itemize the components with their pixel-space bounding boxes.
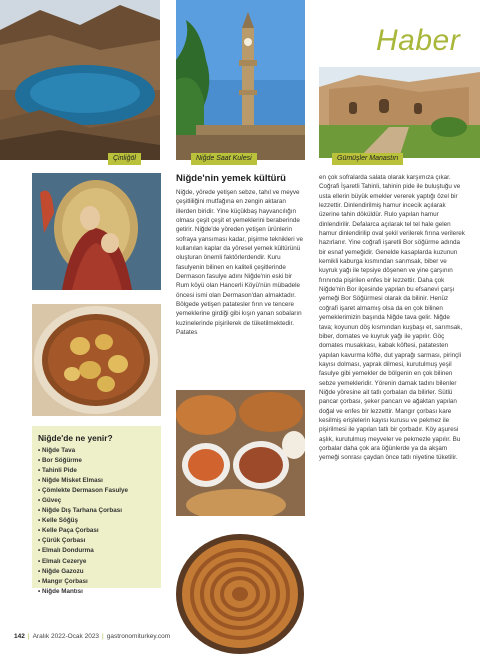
fresco-photo xyxy=(32,173,161,290)
list-item: • Niğde Misket Elması xyxy=(38,476,128,486)
list-item: • Elmalı Cezerye xyxy=(38,557,128,567)
article-column-2 xyxy=(319,173,465,463)
section-heading: Haber xyxy=(376,24,461,57)
spiral-pastry-photo xyxy=(176,516,305,655)
list-item: • Niğde Mantısı xyxy=(38,587,128,597)
list-item: • Güveç xyxy=(38,496,128,506)
article-column-1 xyxy=(176,188,304,338)
list-item: • Çürük Çorbası xyxy=(38,536,128,546)
list-item: • Niğde Dış Tarhana Çorbası xyxy=(38,506,128,516)
monastery-photo xyxy=(319,67,480,158)
list-item: • Bor Söğürme xyxy=(38,456,128,466)
list-item: • Tahinli Pide xyxy=(38,466,128,476)
page-number: 142 xyxy=(14,633,25,640)
food-spread-photo xyxy=(176,390,305,516)
footer-separator: | xyxy=(102,633,104,640)
caption-gumusler: Gümüşler Manastırı xyxy=(332,153,403,165)
caption-saat-kulesi: Niğde Saat Kulesi xyxy=(191,153,257,165)
potato-dish-photo xyxy=(32,304,161,416)
clock-tower-photo xyxy=(176,0,305,160)
list-item: • Elmalı Dondurma xyxy=(38,546,128,556)
website-link[interactable]: gastronomiturkey.com xyxy=(106,633,171,640)
food-list xyxy=(38,446,128,597)
footer-separator: | xyxy=(27,633,30,640)
article-paragraph: en çok sofralarda salata olarak karşımıza çıkar. Coğrafi İşaretli Tahinli, tahinin pide ile buluştuğu ve usta ellerin büyük emekler vererek yaptığı özel bir lezzettir. Dinlendirilmiş hamur incecik açılarak üzerine tahin döküldür. Rulo yapılan hamur dinlendirilir. Defalarca açılarak tel tel hale gelen hamur dinlendirilip oval şekil verilerek fırına verilerek hazırlanır. Yine coğrafi işaretli Bor söğürme adında bir esnaf yemeğidir. Genelde kasaplarda kuzunun kemikli kaburga kısmından sarımsak, biber ve kuyruk yağı ile tepsiye döşenen ve yine çarşının fırınında pişirilen enfes bir lezzettir. Daha çok Niğde'nin Bor ilçesinde yapılan bu efsanevi çarşı yemeği Bor Söğürmesi olarak da bilinir. Henüz coğrafi işaret almamış olsa da en çok bilinen yemeklerimizin başında Niğde tava gelir. Niğde tava; koyunun döş kısmından kuşbaşı et, sarımsak, biber, domates ve kuyruk yağı ile yapılır. Göç domates musakkası, kabak köftesi, patatesten yapılan kavurma köfte, dut yaprağı sarması, pirinçli kayısı dolması, yaprak dilmesi, kurutulmuş yeşil fasulye gibi yemekler de bölgenin en çok bilinen sebze yemekleridir. Yörenin damak tadını bilenler Niğde yöresine ait tatlı çorbaları da bilirler. Sütlü pancar çorbası, şeker pancarı ve ağaktan yapılan doğal ve enfes bir lezzettir. Mangır çorbası kare kesilmiş erişlelerin kayısı kurusu ve pekmez ile pişirilmesi ile yapılan tatlı bir çorbadır. Köy aşuresi aşlık, kurutulmuş meyveler ve pekmezle yapılır. Bu çorbalar daha çok ara öğünlerde ya da akşam yemeği sonrası çaydan önce tatlı niyetine tüketilir. xyxy=(319,174,465,462)
lake-photo xyxy=(0,0,160,160)
list-item: • Mangır Çorbası xyxy=(38,577,128,587)
list-item: • Niğde Gazozu xyxy=(38,567,128,577)
issue-date: Aralık 2022-Ocak 2023 xyxy=(32,633,100,640)
list-item: • Kelle Söğüş xyxy=(38,516,128,526)
what-to-eat-box xyxy=(32,426,161,595)
caption-cinligol: Çinliğöl xyxy=(108,153,141,165)
box-title: Niğde'de ne yenir? xyxy=(38,433,113,443)
article-title: Niğde'nin yemek kültürü xyxy=(176,173,286,184)
list-item: • Niğde Tava xyxy=(38,446,128,456)
page-footer xyxy=(14,633,170,640)
list-item: • Çömlekte Dermason Fasulye xyxy=(38,486,128,496)
article-paragraph: Niğde, yörede yetişen sebze, tahıl ve meyve çeşitliliğini mutfağına en zengin aktaran illerden biridir. Yine küçükbaş hayvancılığın olması çeşit çeşit et yemeklerini beraberinde getirir. Niğde'de yöreden yetişen ürünlerin sofraya yansıması kadar, pişirme teknikleri ve kullanılan kaplar da yöresel yemek kültürünü oluşturan önemli faktörlerdendir. Kuru fasulyenin bilinen en kaliteli çeşitlerinde Dermason fasulye adını Niğde'nin eski bir Rum köyü olan Hancerli Köyü'nün mübadele öncesi ismi olan Dermason'dan almaktadır. Bölgede yetişen patatesler fırın ve tencere yemeklerine girdiği gibi kışın yanan sobaların kuzinelerinde pişirilerek de tüketilmektedir. Patates xyxy=(176,189,304,337)
list-item: • Kelle Paça Çorbası xyxy=(38,526,128,536)
